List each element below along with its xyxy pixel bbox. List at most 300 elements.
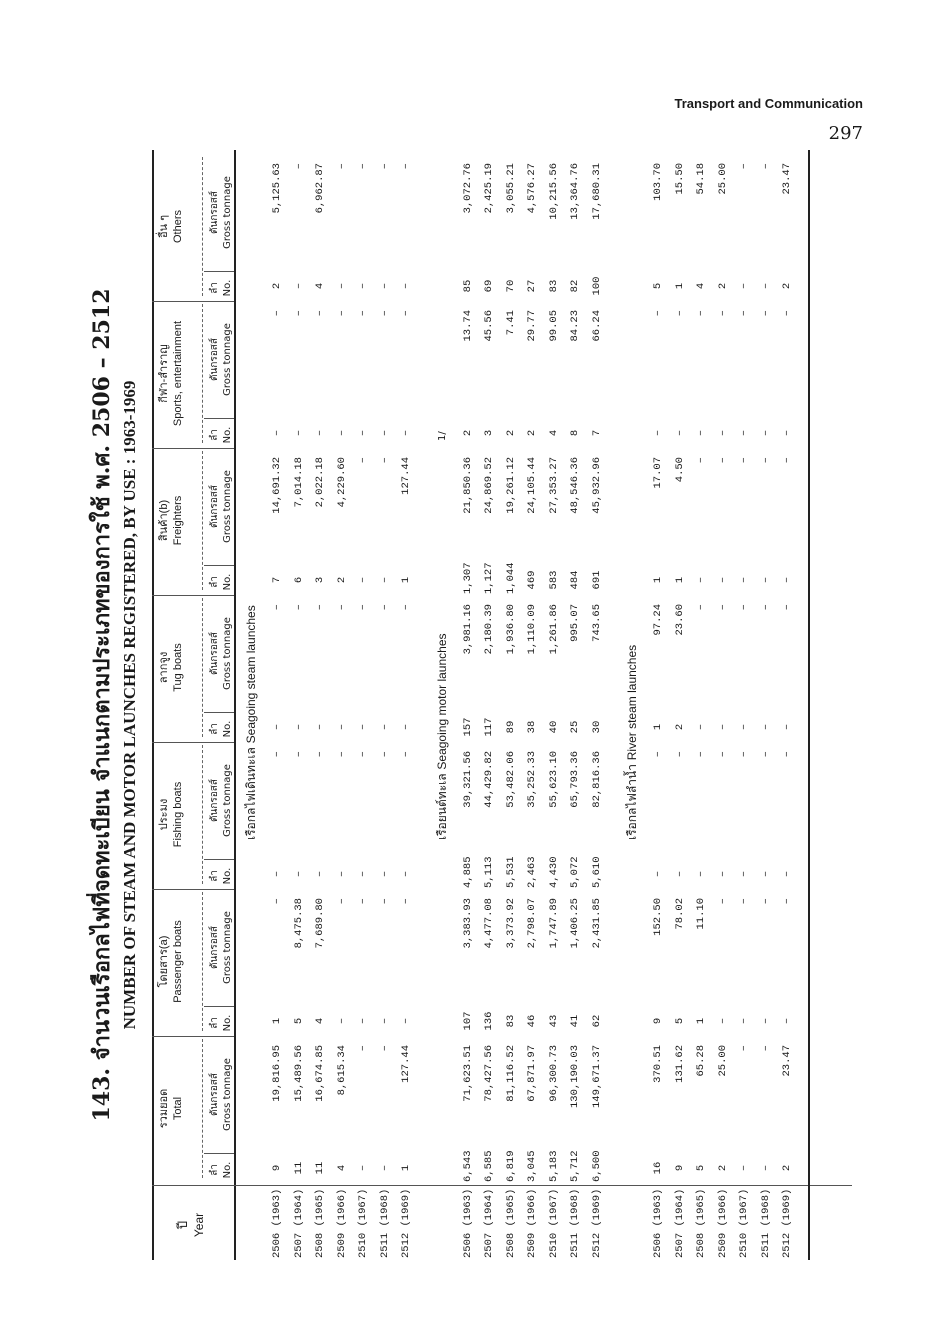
cell-count: 3 — [314, 576, 326, 584]
cell-tonnage: – — [378, 604, 391, 611]
cell-count: 1,307 — [461, 562, 474, 594]
cell-count: 583 — [547, 570, 560, 590]
cell-count: – — [335, 1017, 348, 1025]
cell-count: 6,585 — [483, 1150, 495, 1182]
cell-tonnage: – — [292, 163, 305, 170]
year-cell: 2509 (1966) — [335, 1188, 348, 1258]
column-group-english: Passenger boats — [171, 920, 184, 1003]
cell-count: – — [738, 1164, 750, 1172]
cell-tonnage: – — [314, 604, 326, 611]
table-title-english: NUMBER OF STEAM AND MOTOR LAUNCHES REGISTERED, BY USE : 1963-1969 — [120, 380, 139, 1030]
cell-count: 5,072 — [569, 856, 581, 888]
cell-tonnage: 131.62 — [673, 1045, 686, 1083]
cell-count: 2,463 — [526, 856, 538, 888]
year-cell: 2506 (1963) — [271, 1188, 283, 1258]
cell-tonnage: 99.05 — [547, 310, 560, 342]
cell-tonnage: – — [378, 163, 391, 170]
year-cell: 2508 (1965) — [314, 1188, 326, 1258]
column-group-english: Freighters — [171, 495, 184, 546]
cell-count: 2 — [504, 429, 517, 437]
year-divider — [152, 1185, 852, 1186]
cell-tonnage: 127.44 — [400, 1045, 412, 1083]
cell-count: – — [781, 1017, 793, 1025]
cell-tonnage: – — [652, 310, 664, 317]
cell-tonnage: – — [335, 310, 348, 317]
cell-count: – — [759, 1017, 772, 1025]
sub-header-text: ตันกรอสส์ — [209, 338, 220, 381]
cell-count: 43 — [547, 1014, 560, 1028]
cell-count: 107 — [461, 1011, 474, 1031]
table-title-thai: 143. จำนวนเรือกลไฟที่จดทะเบียน จำแนกตามประเภทของการใช้ พ.ศ. 2506 – 2512 — [89, 288, 115, 1122]
year-header — [176, 1190, 207, 1260]
sub-header-text: No. — [222, 720, 233, 738]
cell-count: 2 — [461, 429, 474, 437]
column-group-english: Others — [171, 210, 184, 244]
year-cell: 2511 (1968) — [569, 1188, 581, 1258]
group-underline — [202, 1039, 203, 1178]
group-divider — [152, 1036, 234, 1037]
cell-tonnage: 149,671.37 — [590, 1045, 603, 1109]
column-group-header — [158, 594, 198, 741]
column-group-header — [158, 447, 198, 594]
cell-tonnage: 152.50 — [652, 898, 664, 936]
sub-divider — [204, 271, 234, 272]
cell-count: 41 — [569, 1014, 581, 1028]
column-group-thai: โดยสาร(a) — [158, 935, 170, 988]
cell-tonnage: – — [400, 310, 412, 317]
cell-tonnage: 97.24 — [652, 604, 664, 636]
rotated-table-block — [80, 150, 860, 1260]
column-group-thai: รวมยอด — [158, 1088, 170, 1129]
cell-count: – — [378, 282, 391, 290]
cell-count: 484 — [569, 570, 581, 590]
cell-tonnage: 6,962.87 — [314, 163, 326, 214]
cell-tonnage: – — [759, 457, 772, 464]
cell-tonnage: – — [357, 751, 369, 758]
cell-count: – — [378, 429, 391, 437]
cell-tonnage: 39,321.56 — [461, 751, 474, 808]
column-group-thai: กีฬา-สำราญ — [158, 344, 170, 403]
cell-count: 2 — [271, 282, 283, 290]
cell-count: 6,500 — [590, 1150, 603, 1182]
cell-tonnage: 3,981.16 — [461, 604, 474, 655]
cell-count: 89 — [504, 720, 517, 734]
year-cell: 2511 (1968) — [759, 1188, 772, 1258]
cell-count: – — [400, 1017, 412, 1025]
column-group-thai: สินค้า(b) — [158, 499, 170, 542]
cell-tonnage: 24,105.44 — [526, 457, 538, 514]
cell-count: – — [400, 429, 412, 437]
cell-tonnage: 15.50 — [673, 163, 686, 195]
cell-count: 2 — [335, 576, 348, 584]
cell-tonnage: 53,482.06 — [504, 751, 517, 808]
cell-tonnage: – — [759, 1045, 772, 1052]
year-cell: 2507 (1964) — [483, 1188, 495, 1258]
sub-header-text: ลำ — [209, 429, 220, 441]
year-cell: 2509 (1966) — [526, 1188, 538, 1258]
cell-count: 2 — [716, 282, 729, 290]
cell-tonnage: – — [759, 751, 772, 758]
cell-count: – — [652, 870, 664, 878]
cell-count: – — [292, 870, 305, 878]
cell-count: 83 — [547, 279, 560, 293]
cell-tonnage: 54.18 — [695, 163, 707, 195]
cell-tonnage: – — [738, 310, 750, 317]
cell-count: – — [673, 870, 686, 878]
cell-tonnage: – — [738, 898, 750, 905]
column-tonnage-header — [208, 449, 234, 564]
cell-count: 1 — [652, 723, 664, 731]
cell-tonnage: 81,116.52 — [504, 1045, 517, 1102]
group-divider — [152, 595, 234, 596]
cell-count: – — [652, 429, 664, 437]
cell-tonnage: 2,798.07 — [526, 898, 538, 949]
column-tonnage-header — [208, 302, 234, 417]
cell-count: 85 — [461, 279, 474, 293]
cell-count: 4 — [695, 282, 707, 290]
cell-count: 1 — [271, 1017, 283, 1025]
column-tonnage-header — [208, 743, 234, 858]
cell-tonnage: 7,014.18 — [292, 457, 305, 508]
cell-tonnage: – — [271, 898, 283, 905]
column-group-header — [158, 153, 198, 300]
cell-tonnage: – — [716, 457, 729, 464]
cell-count: 1,127 — [483, 562, 495, 594]
cell-tonnage: 1,406.25 — [569, 898, 581, 949]
cell-count: 4 — [314, 282, 326, 290]
column-no-header — [208, 570, 234, 594]
cell-count: 38 — [526, 720, 538, 734]
cell-count: 157 — [461, 717, 474, 737]
cell-tonnage: – — [673, 310, 686, 317]
cell-tonnage: 67,871.97 — [526, 1045, 538, 1102]
cell-count: 5 — [292, 1017, 305, 1025]
year-cell: 2512 (1969) — [781, 1188, 793, 1258]
cell-tonnage: – — [759, 163, 772, 170]
cell-tonnage: – — [738, 163, 750, 170]
cell-tonnage: 71,623.51 — [461, 1045, 474, 1102]
cell-count: 16 — [652, 1161, 664, 1175]
sub-header-text: No. — [222, 279, 233, 297]
cell-count: 30 — [590, 720, 603, 734]
cell-count: 136 — [483, 1011, 495, 1031]
cell-count: 5 — [652, 282, 664, 290]
cell-tonnage: 17.07 — [652, 457, 664, 489]
data-table — [152, 150, 852, 1260]
cell-count: 40 — [547, 720, 560, 734]
cell-tonnage: – — [271, 604, 283, 611]
year-cell: 2508 (1965) — [504, 1188, 517, 1258]
cell-tonnage: 55,623.10 — [547, 751, 560, 808]
cell-count: 4 — [314, 1017, 326, 1025]
cell-count: 1 — [673, 576, 686, 584]
sub-header-text: ลำ — [209, 1017, 220, 1029]
sub-header-text: ลำ — [209, 870, 220, 882]
column-group-english: Sports, entertainment — [171, 320, 184, 427]
cell-count: – — [695, 576, 707, 584]
cell-tonnage: 78,427.56 — [483, 1045, 495, 1102]
cell-tonnage: 19,816.95 — [271, 1045, 283, 1102]
cell-tonnage: – — [357, 604, 369, 611]
cell-tonnage: – — [335, 751, 348, 758]
cell-tonnage: – — [695, 457, 707, 464]
cell-tonnage: 44,429.82 — [483, 751, 495, 808]
sub-divider — [204, 1153, 234, 1154]
column-group-thai: อื่น ๆ — [158, 214, 170, 239]
cell-count: – — [335, 429, 348, 437]
cell-tonnage: – — [378, 751, 391, 758]
cell-tonnage: – — [695, 310, 707, 317]
cell-count: – — [738, 282, 750, 290]
section-label-english: Seagoing steam launches — [244, 605, 258, 744]
table-header-rule — [234, 150, 236, 1260]
cell-tonnage: 1,747.89 — [547, 898, 560, 949]
cell-count: 5,531 — [504, 856, 517, 888]
cell-count: 2 — [526, 429, 538, 437]
sub-divider — [204, 712, 234, 713]
cell-count: 1 — [400, 576, 412, 584]
cell-tonnage: – — [335, 898, 348, 905]
sub-header-text: Gross tonnage — [222, 911, 233, 984]
cell-tonnage: – — [695, 751, 707, 758]
column-no-header — [208, 864, 234, 888]
cell-count: 5,610 — [590, 856, 603, 888]
cell-tonnage: – — [357, 457, 369, 464]
section-label-english: River steam launches — [625, 644, 639, 761]
cell-count: – — [314, 870, 326, 878]
cell-count: – — [357, 1164, 369, 1172]
section-label-english: Seagoing motor launches — [434, 633, 449, 770]
cell-count: – — [357, 870, 369, 878]
cell-tonnage: – — [759, 604, 772, 611]
cell-count: 469 — [526, 570, 538, 590]
cell-count: 69 — [483, 279, 495, 293]
cell-count: 117 — [483, 717, 495, 737]
year-cell: 2512 (1969) — [590, 1188, 603, 1258]
column-no-header — [208, 1011, 234, 1035]
sub-header-text: Gross tonnage — [222, 764, 233, 837]
cell-count: 2 — [781, 1164, 793, 1172]
sub-header-text: No. — [222, 1161, 233, 1179]
sub-header-text: ตันกรอสส์ — [209, 779, 220, 822]
table-bottom-rule — [808, 150, 810, 1260]
group-divider — [152, 889, 234, 890]
cell-count: 5 — [695, 1164, 707, 1172]
cell-tonnage: 21,850.36 — [461, 457, 474, 514]
sub-divider — [204, 565, 234, 566]
cell-tonnage: 13,364.76 — [569, 163, 581, 220]
column-group-english: Total — [171, 1096, 184, 1121]
cell-tonnage: – — [314, 310, 326, 317]
sub-header-text: Gross tonnage — [222, 617, 233, 690]
cell-count: – — [271, 723, 283, 731]
cell-tonnage: – — [357, 310, 369, 317]
sub-header-text: Gross tonnage — [222, 1058, 233, 1131]
cell-count: 5 — [673, 1017, 686, 1025]
section-label-thai: เรือยนต์ทะเล — [434, 769, 449, 840]
cell-tonnage: 3,055.21 — [504, 163, 517, 214]
cell-count: – — [400, 870, 412, 878]
sub-header-text: ตันกรอสส์ — [209, 485, 220, 528]
cell-tonnage: – — [673, 751, 686, 758]
section-label-thai: เรือกลไฟลำน้ำ — [625, 760, 639, 840]
cell-tonnage: – — [378, 310, 391, 317]
cell-tonnage: 4.50 — [673, 457, 686, 483]
column-no-header — [208, 1158, 234, 1182]
cell-count: – — [378, 723, 391, 731]
cell-tonnage: – — [271, 751, 283, 758]
cell-tonnage: 15,489.56 — [292, 1045, 305, 1102]
year-cell: 2509 (1966) — [716, 1188, 729, 1258]
cell-tonnage: 2,180.39 — [483, 604, 495, 655]
cell-tonnage: 1,261.86 — [547, 604, 560, 655]
cell-tonnage: – — [716, 310, 729, 317]
cell-count: 6,819 — [504, 1150, 517, 1182]
cell-count: – — [759, 429, 772, 437]
sub-header-text: Gross tonnage — [222, 470, 233, 543]
cell-count: 82 — [569, 279, 581, 293]
cell-tonnage: 16,674.85 — [314, 1045, 326, 1102]
cell-tonnage: – — [378, 1045, 391, 1052]
cell-tonnage: 23.60 — [673, 604, 686, 636]
cell-tonnage: – — [357, 1045, 369, 1052]
cell-tonnage: 45.56 — [483, 310, 495, 342]
cell-tonnage: – — [357, 163, 369, 170]
cell-count: – — [759, 723, 772, 731]
year-cell: 2508 (1965) — [695, 1188, 707, 1258]
year-cell: 2506 (1963) — [461, 1188, 474, 1258]
group-divider — [152, 301, 234, 302]
column-group-english: Tug boats — [171, 643, 184, 692]
column-tonnage-header — [208, 890, 234, 1005]
cell-count: – — [673, 429, 686, 437]
cell-tonnage: 3,072.76 — [461, 163, 474, 214]
year-cell: 2510 (1967) — [357, 1188, 369, 1258]
cell-tonnage: 29.77 — [526, 310, 538, 342]
sub-header-text: ตันกรอสส์ — [209, 1073, 220, 1116]
sub-header-text: ลำ — [209, 282, 220, 294]
column-no-header — [208, 717, 234, 741]
sub-header-text: No. — [222, 867, 233, 885]
cell-count: – — [378, 1017, 391, 1025]
column-tonnage-header — [208, 596, 234, 711]
column-group-header — [158, 1035, 198, 1182]
cell-count: – — [738, 723, 750, 731]
cell-tonnage: 3,383.93 — [461, 898, 474, 949]
cell-tonnage: 19,261.12 — [504, 457, 517, 514]
column-no-header — [208, 423, 234, 447]
cell-tonnage: 8,475.38 — [292, 898, 305, 949]
table-titles — [80, 150, 152, 1260]
cell-count: – — [357, 429, 369, 437]
group-divider — [152, 742, 234, 743]
cell-count: – — [781, 576, 793, 584]
cell-count: – — [378, 1164, 391, 1172]
column-tonnage-header — [208, 155, 234, 270]
cell-tonnage: 24,869.52 — [483, 457, 495, 514]
group-underline — [202, 157, 203, 296]
cell-count: 100 — [590, 276, 603, 296]
cell-count: – — [292, 429, 305, 437]
cell-tonnage: 45,932.96 — [590, 457, 603, 514]
cell-tonnage: – — [716, 604, 729, 611]
cell-count: 9 — [652, 1017, 664, 1025]
cell-tonnage: – — [738, 604, 750, 611]
cell-tonnage: – — [738, 751, 750, 758]
cell-count: – — [759, 870, 772, 878]
column-group-header — [158, 300, 198, 447]
cell-count: 3,045 — [526, 1150, 538, 1182]
year-header-english: Year — [192, 1212, 207, 1238]
cell-count: 1 — [695, 1017, 707, 1025]
cell-tonnage: – — [781, 898, 793, 905]
cell-count: – — [378, 576, 391, 584]
cell-count: 1 — [652, 576, 664, 584]
cell-count: 6,543 — [461, 1150, 474, 1182]
cell-count: 62 — [590, 1014, 603, 1028]
cell-tonnage: 23.47 — [781, 1045, 793, 1077]
year-header-thai: ปี — [176, 1220, 191, 1230]
cell-tonnage: 82,816.36 — [590, 751, 603, 808]
cell-count: 4,885 — [461, 856, 474, 888]
column-no-header — [208, 276, 234, 300]
cell-tonnage: 743.65 — [590, 604, 603, 642]
cell-tonnage: 27,353.27 — [547, 457, 560, 514]
cell-count: – — [716, 576, 729, 584]
cell-tonnage: 66.24 — [590, 310, 603, 342]
cell-tonnage: 7,689.80 — [314, 898, 326, 949]
sub-header-text: Gross tonnage — [222, 176, 233, 249]
cell-count: – — [357, 723, 369, 731]
cell-tonnage: 48,546.36 — [569, 457, 581, 514]
cell-tonnage: – — [292, 751, 305, 758]
cell-count: 5,712 — [569, 1150, 581, 1182]
sub-divider — [204, 418, 234, 419]
cell-count: – — [781, 870, 793, 878]
cell-tonnage: 2,431.85 — [590, 898, 603, 949]
sub-header-text: ลำ — [209, 723, 220, 735]
sub-header-text: ตันกรอสส์ — [209, 926, 220, 969]
column-group-thai: ประมง — [158, 798, 170, 831]
cell-count: 2 — [716, 1164, 729, 1172]
sub-header-text: No. — [222, 426, 233, 444]
cell-count: – — [335, 282, 348, 290]
cell-tonnage: 10,215.56 — [547, 163, 560, 220]
cell-tonnage: 7.41 — [504, 310, 517, 336]
cell-count: 691 — [590, 570, 603, 590]
cell-tonnage: 127.44 — [400, 457, 412, 495]
cell-tonnage: – — [335, 604, 348, 611]
sub-header-text: ลำ — [209, 576, 220, 588]
section-label — [242, 605, 261, 840]
cell-count: 8 — [569, 429, 581, 437]
cell-count: – — [314, 723, 326, 731]
cell-count: – — [716, 723, 729, 731]
sub-header-text: No. — [222, 1014, 233, 1032]
column-group-header — [158, 888, 198, 1035]
cell-tonnage: – — [716, 751, 729, 758]
cell-tonnage: 2,022.18 — [314, 457, 326, 508]
cell-tonnage: – — [378, 457, 391, 464]
cell-count: – — [292, 282, 305, 290]
cell-count: 7 — [590, 429, 603, 437]
cell-count: – — [716, 870, 729, 878]
cell-tonnage: – — [335, 163, 348, 170]
cell-count: 1 — [673, 282, 686, 290]
group-divider — [152, 448, 234, 449]
year-cell: 2510 (1967) — [738, 1188, 750, 1258]
cell-tonnage: – — [400, 751, 412, 758]
